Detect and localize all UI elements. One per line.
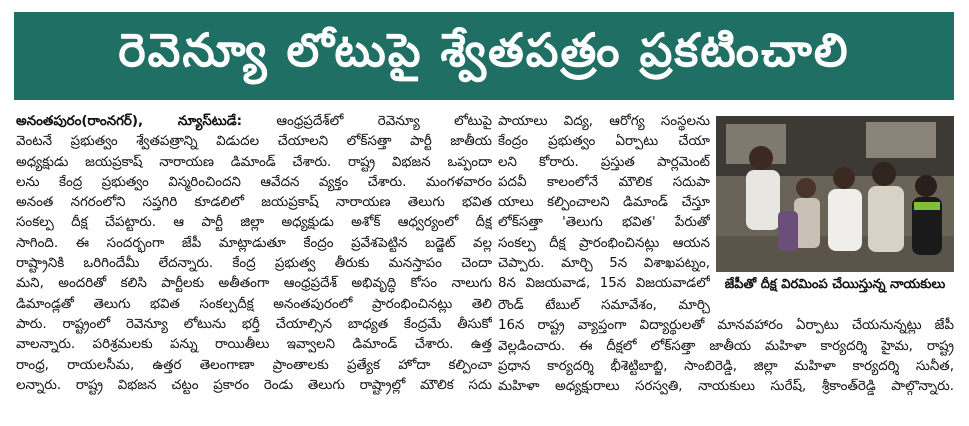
article-line: సాగింది. ఈ సందర్భంగా జేపీ మాట్లాడుతూ కేంద్రం ప్రవేశపెట్టిన బడ్జెట్ వల్ల [16, 235, 492, 251]
article-right-column [498, 112, 710, 294]
article-line: మహిళా అధ్యక్షురాలు సరస్వతి, నాయకులు సురేష్, శ్రీకాంత్‌రెడ్డి పాల్గొన్నారు. [498, 379, 954, 395]
article-line: 16న రాష్ట్ర వ్యాప్తంగా విద్యార్థులతో మానవహారం ఏర్పాటు చేయనున్నట్లు జేపీ [498, 318, 954, 334]
news-photo-image [716, 116, 954, 282]
article-line: చెప్పారు. మార్చి 5న విశాఖపట్నం, [498, 256, 710, 272]
article-line: లోక్‌సత్తా 'తెలుగు భవిత' పేరుతో [498, 215, 710, 231]
article-line: ప్రధాన కార్యదర్శి భీశెట్టిబాబ్జి, సాంబిరెడ్డి, జిల్లా మహిళా కార్యదర్శి సునీత, [498, 358, 954, 374]
article-line: వాలన్నారు. పరిశ్రమలకు పన్ను రాయితీలు ఇవ్వాలని డిమాండ్ చేశారు. ఉత్త [16, 337, 492, 353]
headline-banner [14, 12, 954, 100]
photo-caption: జేపీతో దీక్ష విరమింప చేయిస్తున్న నాయకులు [716, 272, 954, 298]
article-line: యాలు కల్పించాలని డిమాండ్ చేస్తూ [498, 195, 710, 211]
article-line: రౌండ్ టేబుల్ సమావేశం, మార్చి [498, 298, 710, 313]
article-left-column [16, 112, 492, 418]
article-line: అనంత నగరంలోని సప్తగిరి కూడలిలో జయప్రకాష్ నారాయణ తెలుగు భవిత [16, 195, 492, 211]
article-line: అధ్యక్షుడు జయప్రకాష్ నారాయణ డిమాండ్ చేశారు. రాష్ట్ర విభజన ఒప్పందా [16, 154, 492, 170]
article-line: లని కోరారు. ప్రస్తుత పార్లమెంట్ [498, 154, 710, 170]
article-line-text: ఆంధ్రప్రదేశ్‌లో రెవెన్యూ లోటుపై [276, 114, 492, 129]
article-bottom-right-column [498, 296, 954, 418]
article-line: కేంద్రం ప్రభుత్వం ఏర్పాటు చేయా [498, 134, 710, 150]
article-line: పాయాలు విద్య, ఆరోగ్య సంస్థలను [498, 114, 710, 129]
article-line: డిమాండ్లతో తెలుగు భవిత సంకల్పదీక్ష అనంతపురంలో ప్రారంభించినట్లు తెలి [16, 296, 492, 312]
article-line: పారు. రాష్ట్రంలో రెవెన్యూ లోటును భర్తీ చేయాల్సిన బాధ్యత కేంద్రమే తీసుకో [16, 316, 492, 332]
news-photo [716, 116, 954, 282]
article-line: 8న విజయవాడ, 15న విజయవాడలో [498, 276, 710, 292]
article-line [16, 112, 492, 132]
article-line: సంకల్ప దీక్ష చేపట్టారు. ఆ పార్టీ జిల్లా అధ్యక్షుడు అశోక్ ఆధ్వర్యంలో దీక్ష [16, 215, 492, 231]
article-line: వెంటనే ప్రభుత్వం శ్వేతపత్రాన్ని విడుదల చేయాలని లోక్‌సత్తా పార్టీ జాతీయ [16, 134, 492, 150]
headline: రెవెన్యూ లోటుపై శ్వేతపత్రం ప్రకటించాలి [118, 23, 850, 77]
article-line: లన్నారు. రాష్ట్ర విభజన చట్టం ప్రకారం రెండు తెలుగు రాష్ట్రాల్లో మౌలిక సదు [16, 377, 492, 393]
article-line: రాంధ్ర, రాయలసీమ, ఉత్తర తెలంగాణా ప్రాంతాలకు ప్రత్యేక హోదా కల్పించా [16, 357, 492, 373]
article-line: వెల్లడించారు. ఈ దీక్షలో లోక్‌సత్తా జాతీయ మహిళా కార్యదర్శి హైమ, రాష్ట్ర [498, 338, 954, 354]
article-line: లను కేంద్ర ప్రభుత్వం విస్మరించిందని ఆవేదన వ్యక్తం చేశారు. మంగళవారం [16, 174, 492, 190]
article-line: పదవీ కాలంలోనే మౌలిక సదుపా [498, 174, 710, 190]
byline: అనంతపురం(రాంనగర్), న్యూస్‌టుడే: [16, 114, 242, 129]
article-line: రాష్ట్రానికి ఒరిగిందేమీ లేదన్నారు. కేంద్ర ప్రభుత్వ తీరుకు మనస్తాపం చెందా [16, 256, 492, 272]
article-line: సంకల్ప దీక్ష ప్రారంభించినట్లు ఆయన [498, 235, 710, 251]
article-line: మని, అందరితో కలిసి పార్టీలకు అతీతంగా ఆంధ్రప్రదేశ్ అభివృద్ధి కోసం నాలుగు [16, 276, 492, 292]
